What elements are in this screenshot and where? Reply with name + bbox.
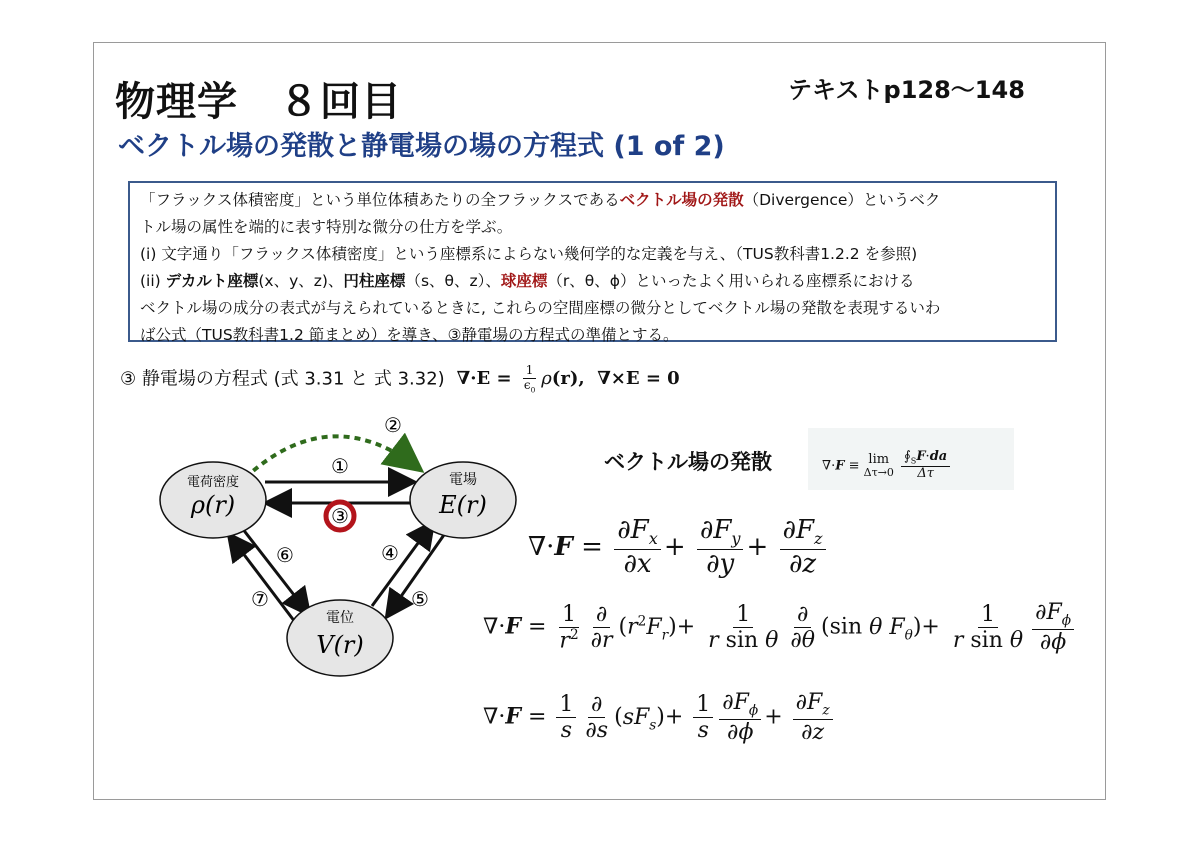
- arrow-1-label: ①: [331, 454, 349, 478]
- divergence-highlight: ベクトル場の発散: [619, 191, 744, 209]
- divergence-label: ベクトル場の発散: [604, 450, 772, 474]
- node-V-symbol: V(r): [316, 631, 364, 659]
- node-E-symbol: E(r): [439, 491, 487, 519]
- arrow-7-label: ⑦: [251, 587, 269, 611]
- cartesian-label: デカルト座標: [165, 272, 259, 290]
- gauss-law-equation: ∇·E = $\frac{1}{\epsilon_0}$ ρ(r), ∇×E = 0: [450, 363, 680, 395]
- intro-line-2: トル場の属性を端的に表す特別な微分の仕方を学ぶ。: [140, 218, 513, 236]
- arrow-5-label: ⑤: [411, 587, 429, 611]
- node-rho-label: 電荷密度: [186, 475, 240, 490]
- divergence-cartesian: ∇·F = $\frac{\partial F_x}{\partial x}$ + $\frac{\partial F_y}{\partial y}$ + $\frac{\partial F_z}{\partial z}$: [528, 516, 829, 580]
- node-V-label: 電位: [326, 610, 354, 626]
- spherical-label: 球座標: [500, 272, 548, 290]
- intro-line-3: (i) 文字通り「フラックス体積密度」という座標系によらない幾何学的な定義を与え、（TUS教科書1.2.2 を参照): [140, 245, 918, 263]
- cylindrical-label: 円柱座標: [343, 272, 406, 290]
- divergence-definition: ∇·F ≡ lim Δτ→0 $\frac{∮_SF\cdot da}{\Delta\tau}$: [808, 428, 1014, 490]
- field-relation-diagram: [150, 410, 530, 680]
- page-title: 物理学 ８回目: [115, 79, 402, 125]
- arrow-3-label: ③: [331, 504, 349, 528]
- intro-line-6: ば公式（TUS教科書1.2 節まとめ）を導き、③静電場の方程式の準備とする。: [140, 326, 679, 344]
- intro-line-5: ベクトル場の成分の表式が与えられているときに, これらの空間座標の微分としてベクトル場の発散を表現するいわ: [140, 299, 941, 317]
- intro-line-1: 「フラックス体積密度」という単位体積あたりの全フラックスであるベクトル場の発散（Divergence）というベク: [140, 191, 941, 209]
- field-equations-prefix: ③ 静電場の方程式 (式 3.31 と 式 3.32): [120, 368, 445, 390]
- field-equations-line: [120, 364, 680, 395]
- arrow-4-label: ④: [381, 541, 399, 565]
- textbook-reference: テキストp128〜148: [788, 76, 1025, 104]
- arrow-6-label: ⑥: [276, 543, 294, 567]
- divergence-spherical: ∇·F = $\frac{1}{r^2}$ $\frac{\partial}{\partial r}$ $(r^2F_r)+$ $\frac{1}{\text{r sin θ}}$ $\frac{\partial}{\partial\theta}$ (sin θ $F_\theta)+$ $\frac{1}{\text{r sin θ}}$ $\frac{\partial F_\phi}{\partial\phi}$: [483, 600, 1077, 655]
- intro-box: [128, 181, 1057, 342]
- arrow-2-label: ②: [384, 413, 402, 437]
- intro-line-4: (ii) デカルト座標(x、y、z)、円柱座標（s、θ、z）、球座標（r、θ、ϕ）といったよく用いられる座標系における: [140, 272, 915, 290]
- page-subtitle: ベクトル場の発散と静電場の場の方程式 (1 of 2): [118, 131, 725, 162]
- node-E-label: 電場: [449, 472, 477, 488]
- divergence-cylindrical: ∇·F = $\frac{1}{s}$ $\frac{\partial}{\partial s}$ $(sF_s)+$ $\frac{1}{s}$ $\frac{\partial F_\phi}{\partial\phi}$ + $\frac{\partial F_z}{\partial z}$: [483, 690, 836, 745]
- node-rho-symbol: ρ(r): [190, 491, 236, 519]
